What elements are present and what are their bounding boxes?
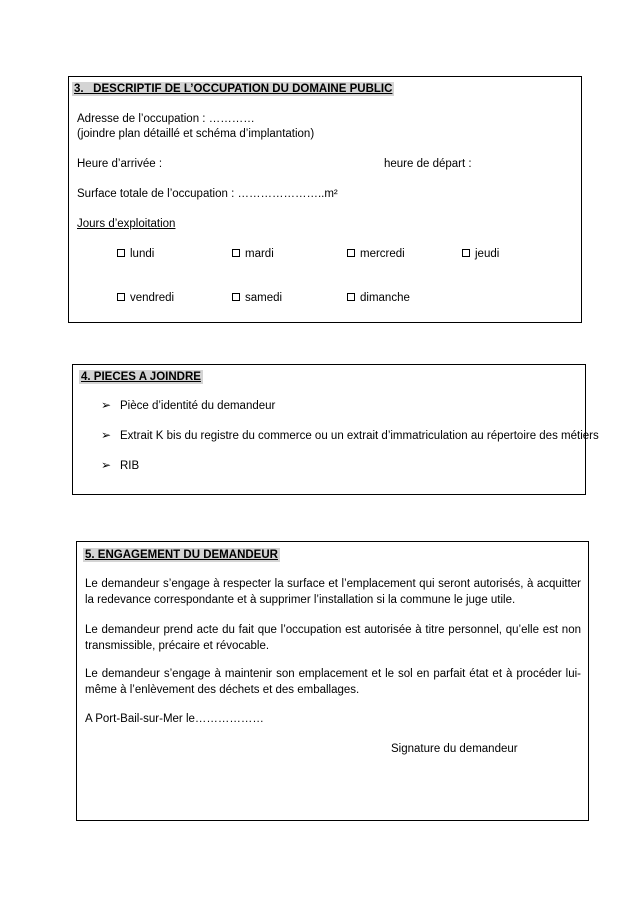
arrow-bullet-icon: ➢ (101, 428, 112, 442)
address-note: (joindre plan détaillé et schéma d’implantation) (77, 128, 315, 140)
checkbox-mardi[interactable] (232, 249, 240, 257)
checkbox-lundi[interactable] (117, 249, 125, 257)
engagement-paragraph: Le demandeur s’engage à maintenir son emplacement et le sol en parfait état et à procéder lui-même à l’enlèvement des déchets et des emballages. (85, 668, 581, 696)
checkbox-dimanche[interactable] (347, 293, 355, 301)
day-label-samedi: samedi (245, 292, 283, 304)
day-label-vendredi: vendredi (130, 292, 175, 304)
arrow-bullet-icon: ➢ (101, 458, 112, 472)
section-3-heading: 3. DESCRIPTIF DE L’OCCUPATION DU DOMAINE PUBLIC (74, 83, 393, 95)
departure-label: heure de départ : (384, 158, 472, 170)
day-label-mercredi: mercredi (360, 248, 405, 260)
days-label: Jours d’exploitation (77, 218, 176, 230)
document-item: Extrait K bis du registre du commerce ou un extrait d’immatriculation au répertoire des métiers (120, 430, 599, 442)
arrow-bullet-icon: ➢ (101, 398, 112, 412)
checkbox-samedi[interactable] (232, 293, 240, 301)
section-4-heading: 4. PIECES A JOINDRE (81, 371, 201, 383)
engagement-paragraph: Le demandeur prend acte du fait que l’occupation est autorisée à titre personnel, qu’elle est non transmissible, précaire et révocable. (85, 624, 581, 652)
day-label-lundi: lundi (130, 248, 155, 260)
signature-label: Signature du demandeur (391, 743, 518, 755)
address-label: Adresse de l’occupation : ………… (77, 113, 255, 125)
surface-label: Surface totale de l’occupation : …………………..m² (77, 188, 338, 200)
document-item: RIB (120, 460, 140, 472)
checkbox-mercredi[interactable] (347, 249, 355, 257)
checkbox-vendredi[interactable] (117, 293, 125, 301)
engagement-paragraph: Le demandeur s’engage à respecter la surface et l’emplacement qui seront autorisés, à acquitter la redevance correspondante et à supprimer l’installation si la commune le juge utile. (85, 578, 581, 606)
arrival-label: Heure d’arrivée : (77, 158, 163, 170)
checkbox-jeudi[interactable] (462, 249, 470, 257)
day-label-mardi: mardi (245, 248, 274, 260)
place-date-line: A Port-Bail-sur-Mer le……………… (85, 713, 264, 725)
section-5-heading: 5. ENGAGEMENT DU DEMANDEUR (85, 549, 278, 561)
day-label-jeudi: jeudi (475, 248, 500, 260)
document-item: Pièce d’identité du demandeur (120, 400, 276, 412)
day-label-dimanche: dimanche (360, 292, 410, 304)
